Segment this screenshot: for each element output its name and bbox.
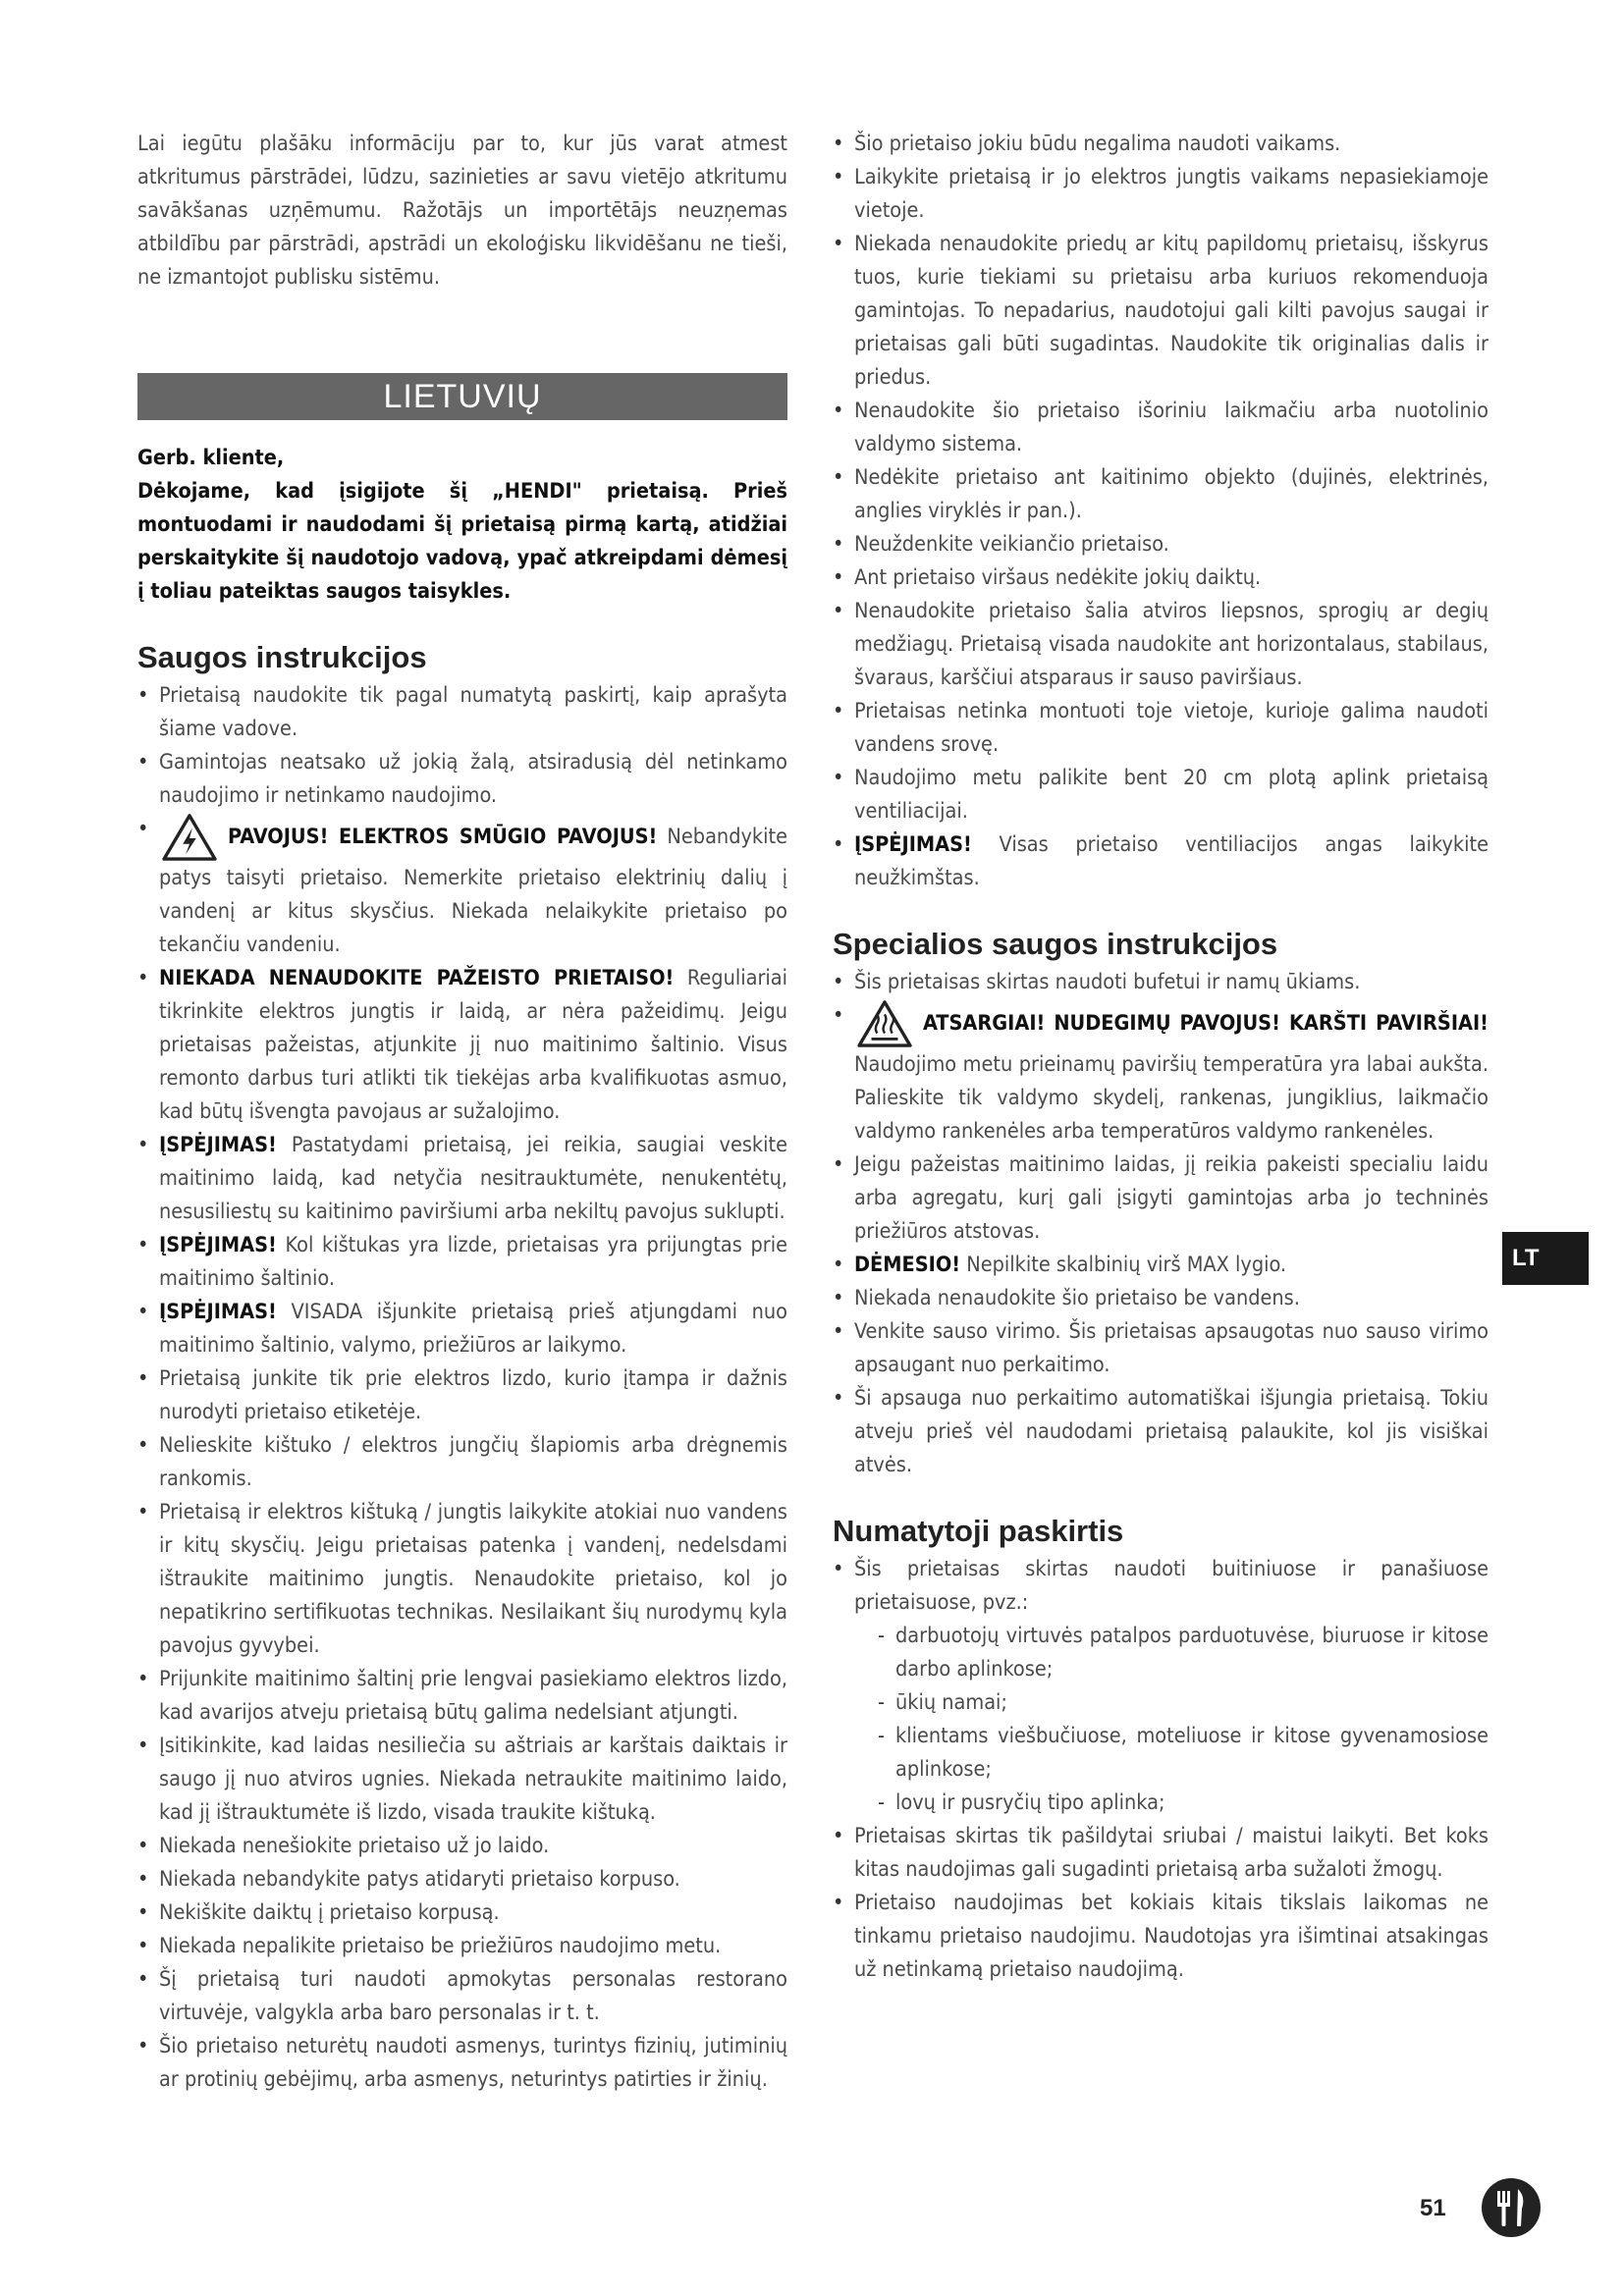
list-item-text: VISADA išjunkite prietaisą prieš atjungdami nuo maitinimo šaltinio, valymo, priežiūros ar laikymo. — [159, 1300, 787, 1358]
sub-list-item: - klientams viešbučiuose, moteliuose ir kitose gyvenamosiose aplinkose; — [878, 1720, 1489, 1787]
list-item: • Jeigu pažeistas maitinimo laidas, jį reikia pakeisti specialiu laidu arba agregatu, kurį gali įsigyti gamintojas arba jo techninės priežiūros atstovas. — [833, 1148, 1489, 1249]
list-item: • Nekiškite daiktų į prietaiso korpusą. — [137, 1896, 787, 1930]
special-safety-list — [833, 966, 1489, 1482]
attention-label: DĖMESIO! — [854, 1253, 961, 1277]
list-item-text: Kol kištukas yra lizde, prietaisas yra prijungtas prie maitinimo šaltinio. — [159, 1233, 787, 1291]
greeting: Gerb. kliente, — [137, 446, 285, 470]
warning-label: NIEKADA NENAUDOKITE PAŽEISTO PRIETAISO! — [159, 966, 675, 990]
usage-examples-list — [878, 1620, 1489, 1820]
sub-list-item: - lovų ir pusryčių tipo aplinka; — [878, 1787, 1489, 1820]
list-item: • Gamintojas neatsako už jokią žalą, atsiradusią dėl netinkamo naudojimo ir netinkamo naudojimo. — [137, 746, 787, 813]
list-item — [833, 999, 1489, 1148]
list-item: • Venkite sauso virimo. Šis prietaisas apsaugotas nuo sauso virimo apsaugant nuo perkaitimo. — [833, 1315, 1489, 1382]
list-item: • Prietaisas netinka montuoti toje vietoje, kurioje galima naudoti vandens srovę. — [833, 695, 1489, 762]
list-item: • Niekada nebandykite patys atidaryti prietaiso korpuso. — [137, 1863, 787, 1896]
cutlery-logo-icon — [1481, 2177, 1542, 2238]
danger-label: PAVOJUS! ELEKTROS SMŪGIO PAVOJUS! — [228, 825, 658, 849]
list-item — [137, 813, 787, 962]
list-item: • Įsitikinkite, kad laidas nesiliečia su aštriais ar karštais daiktais ir saugo jį nuo atviros ugnies. Niekada netraukite maitinimo laido, kad jį ištrauktumėte iš lizdo, visada traukite kištuką. — [137, 1730, 787, 1830]
list-item-text: Nepilkite skalbinių virš MAX lygio. — [960, 1253, 1287, 1277]
list-item: • Nelieskite kištuko / elektros jungčių šlapiomis arba drėgnemis rankomis. — [137, 1429, 787, 1496]
list-item: • Naudojimo metu palikite bent 20 cm plotą aplink prietaisą ventiliacijai. — [833, 762, 1489, 828]
list-item: • Niekada nenaudokite šio prietaiso be vandens. — [833, 1282, 1489, 1315]
list-item-text: Visas prietaiso ventiliacijos angas laikykite neužkimštas. — [854, 832, 1489, 890]
list-item-text: Pastatydami prietaisą, jei reikia, saugiai veskite maitinimo laidą, kad netyčia nesitrauktumėte, nenukentėtų, nesusiliestų su kaitinimo paviršiumi arba nekiltų pavojus suklupti. — [159, 1133, 787, 1224]
list-item — [137, 1296, 787, 1362]
list-item: • Nedėkite prietaiso ant kaitinimo objekto (dujinės, elektrinės, anglies viryklės ir pan.). — [833, 461, 1489, 528]
recycling-paragraph: Lai iegūtu plašāku informāciju par to, kur jūs varat atmest atkritumus pārstrādei, lūdzu, sazinieties ar savu vietējo atkritumu savākšanas uzņēmumu. Ražotājs un importētājs neuzņemas atbildību par pārstrādi, apstrādi un ekoloģisku likvidēšanu ne tieši, ne izmantojot publisku sistēmu. — [137, 132, 787, 290]
list-item: • Šis prietaisas skirtas naudoti bufetui ir namų ūkiams. — [833, 966, 1489, 999]
safety-list — [137, 679, 787, 2097]
list-item: • Prietaiso naudojimas bet kokiais kitais tikslais laikomas ne tinkamu prietaiso naudojimu. Naudotojas yra išimtinai atsakingas už netinkamą prietaiso naudojimą. — [833, 1887, 1489, 1987]
warning-label: ĮSPĖJIMAS! — [854, 832, 972, 857]
language-banner-label: LIETUVIŲ — [383, 378, 542, 415]
hot-surface-icon — [856, 999, 913, 1048]
left-column — [137, 128, 787, 2097]
language-side-tab — [1502, 1232, 1589, 1285]
list-item: • Prietaisą naudokite tik pagal numatytą paskirtį, kaip aprašyta šiame vadove. — [137, 679, 787, 746]
list-item — [833, 828, 1489, 895]
intended-use-heading: Numatytoji paskirtis — [833, 1514, 1124, 1548]
safety-heading: Saugos instrukcijos — [137, 640, 427, 674]
list-item: • Ant prietaiso viršaus nedėkite jokių daiktų. — [833, 561, 1489, 595]
page-number: 51 — [1420, 2195, 1446, 2221]
list-item: • Prietaisą junkite tik prie elektros lizdo, kurio įtampa ir dažnis nurodyti prietaiso etiketėje. — [137, 1362, 787, 1429]
list-item — [137, 1229, 787, 1296]
electric-hazard-icon — [161, 813, 218, 862]
list-item-text: Nebandykite patys taisyti prietaiso. Nemerkite prietaiso elektrinių dalių į vandenį ar kitus skysčius. Niekada nelaikykite prietaiso po tekančiu vandeniu. — [159, 825, 787, 957]
list-item: • Niekada nepalikite prietaiso be priežiūros naudojimo metu. — [137, 1930, 787, 1963]
list-item — [833, 1249, 1489, 1282]
list-item-text: Naudojimo metu prieinamų paviršių temperatūra yra labai aukšta. Palieskite tik valdymo skydelį, rankenas, jungiklius, laikmačio valdymo rankenėles arba temperatūros valdymo rankenėles. — [854, 1052, 1489, 1144]
right-column — [833, 128, 1489, 1987]
warning-label: ĮSPĖJIMAS! — [159, 1133, 277, 1157]
list-item: • Prietaisas skirtas tik pašildytai sriubai / maistui laikyti. Bet koks kitas naudojimas gali sugadinti prietaisą arba sužaloti žmogų. — [833, 1820, 1489, 1887]
list-item: • Nenaudokite prietaiso šalia atviros liepsnos, sprogių ar degių medžiagų. Prietaisą visada naudokite ant horizontalaus, stabilaus, švaraus, karščiui atsparaus ir sauso paviršiaus. — [833, 595, 1489, 695]
special-safety-heading: Specialios saugos instrukcijos — [833, 927, 1278, 961]
language-banner — [137, 373, 787, 420]
list-item: • Prietaisą ir elektros kištuką / jungtis laikykite atokiai nuo vandens ir kitų skysčių. Jeigu prietaisas patenka į vandenį, nedelsdami ištraukite maitinimo jungtis. Nenaudokite prietaiso, kol jo nepatikrino sertifikuotas technikas. Nesilaikant šių nurodymų kyla pavojus gyvybei. — [137, 1496, 787, 1663]
list-item — [137, 962, 787, 1129]
caution-label: ATSARGIAI! NUDEGIMŲ PAVOJUS! KARŠTI PAVIRŠIAI! — [923, 1011, 1489, 1036]
sub-list-item: - ūkių namai; — [878, 1686, 1489, 1720]
list-item — [137, 1129, 787, 1229]
intro-paragraph: Dėkojame, kad įsigijote šį „HENDI" prietaisą. Prieš montuodami ir naudodami šį prietaisą pirmą kartą, atidžiai perskaitykite šį naudotojo vadovą, ypač atkreipdami dėmesį į toliau pateiktas saugos taisykles. — [137, 479, 787, 604]
list-item: • Prijunkite maitinimo šaltinį prie lengvai pasiekiamo elektros lizdo, kad avarijos atveju prietaisą būtų galima nedelsiant atjungti. — [137, 1663, 787, 1730]
warning-label: ĮSPĖJIMAS! — [159, 1300, 277, 1324]
sub-list-item: - darbuotojų virtuvės patalpos parduotuvėse, biuruose ir kitose darbo aplinkose; — [878, 1620, 1489, 1686]
list-item — [833, 1553, 1489, 1820]
list-item: • Nenaudokite šio prietaiso išoriniu laikmačiu arba nuotolinio valdymo sistema. — [833, 395, 1489, 461]
safety-list-continued — [833, 128, 1489, 895]
list-item-text: Šis prietaisas skirtas naudoti buitiniuose ir panašiuose prietaisuose, pvz.: — [854, 1557, 1489, 1615]
list-item: • Šio prietaiso neturėtų naudoti asmenys, turintys fizinių, jutiminių ar protinių gebėjimų, arba asmenys, neturintys patirties ir žinių. — [137, 2030, 787, 2097]
intended-use-list — [833, 1553, 1489, 1987]
list-item: • Niekada nenaudokite priedų ar kitų papildomų prietaisų, išskyrus tuos, kurie tiekiami su prietaisu arba kuriuos rekomenduoja gamintojas. To nepadarius, naudotojui gali kilti pavojus saugai ir prietaisas gali būti sugadintas. Naudokite tik originalias dalis ir priedus. — [833, 228, 1489, 395]
list-item: • Laikykite prietaisą ir jo elektros jungtis vaikams nepasiekiamoje vietoje. — [833, 161, 1489, 228]
warning-label: ĮSPĖJIMAS! — [159, 1233, 277, 1257]
list-item: • Neuždenkite veikiančio prietaiso. — [833, 528, 1489, 561]
list-item: • Niekada nenešiokite prietaiso už jo laido. — [137, 1830, 787, 1863]
list-item: • Šio prietaiso jokiu būdu negalima naudoti vaikams. — [833, 128, 1489, 161]
language-side-tab-label: LT — [1512, 1245, 1540, 1271]
list-item: • Ši apsauga nuo perkaitimo automatiškai išjungia prietaisą. Tokiu atveju prieš vėl naudodami prietaisą palaukite, kol jis visiškai atvės. — [833, 1382, 1489, 1482]
list-item: • Šį prietaisą turi naudoti apmokytas personalas restorano virtuvėje, valgykla arba baro personalas ir t. t. — [137, 1963, 787, 2030]
list-item-text: Reguliariai tikrinkite elektros jungtis ir laidą, ar nėra pažeidimų. Jeigu prietaisas pažeistas, atjunkite jį nuo maitinimo šaltinio. Visus remonto darbus turi atlikti tik tiekėjas arba kvalifikuotas asmuo, kad būtų išvengta pavojaus ar sužalojimo. — [159, 966, 787, 1124]
